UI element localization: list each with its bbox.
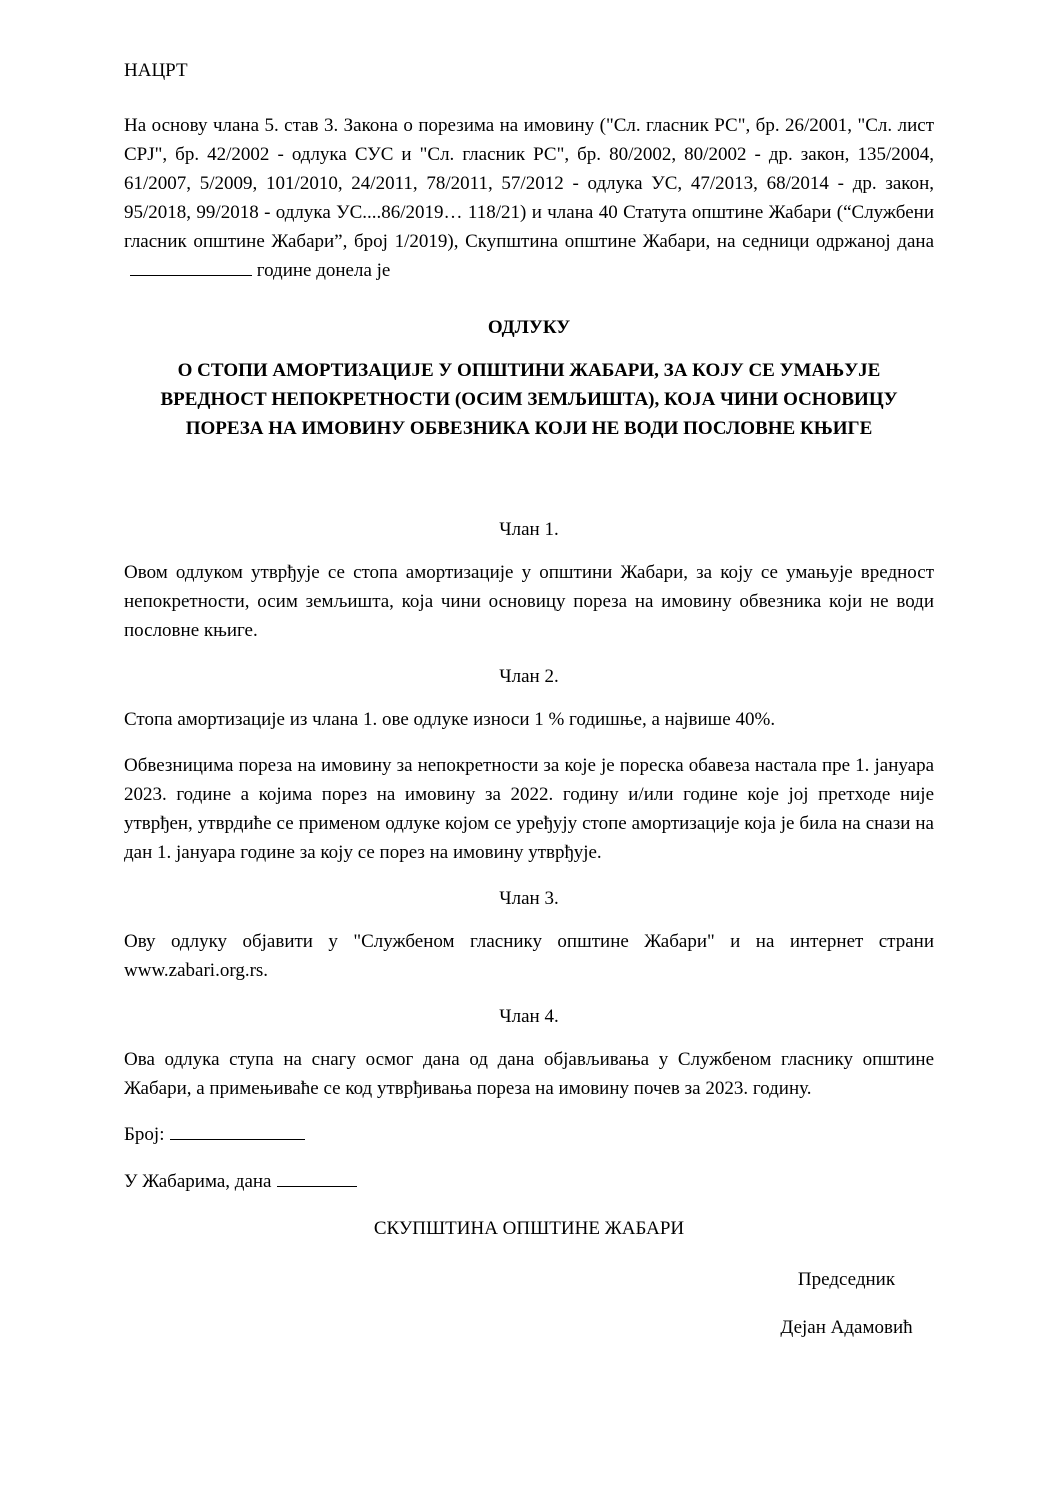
article-4-paragraph-1: Ова одлука ступа на снагу осмог дана од дана објављивања у Службеном гласнику општине Жабари, а примењиваће се код утврђивања пореза на имовину почев за 2023. годину.: [124, 1049, 934, 1099]
place-date-blank-line: [277, 1171, 357, 1187]
place-date-label: У Жабарима, дана: [124, 1171, 272, 1192]
preamble-paragraph: [124, 111, 934, 285]
session-date-blank-line: [130, 260, 252, 276]
president-title: Председник: [797, 1269, 896, 1290]
preamble-text: На основу члана 5. став 3. Закона о порезима на имовину ("Сл. гласник РС", бр. 26/2001, "Сл. лист СРЈ", бр. 42/2002 - одлука СУС и "Сл. гласник РС", бр. 80/2002, 80/2002 - др. закон, 135/2004, 61/2007, 5/2009, 101/2010, 24/2011, 78/2011, 57/2012 - одлука УС, 47/2013, 68/2014 - др. закон, 95/2018, 99/2018 - одлука УС....86/2019… 118/21) и члана 40 Статута општине Жабари (“Службени гласник општине Жабари”, број 1/2019), Скупштина општине Жабари, на седници одржаној дана: [124, 115, 934, 252]
draft-label: НАЦРТ: [124, 60, 188, 81]
article-2-paragraph-2: Обвезницима пореза на имовину за непокретности за које је пореска обавеза настала пре 1. јануара 2023. године а којима порез на имовину за 2022. годину и/или године које јој претходе није утврђен, утврдиће се применом одлуке којом се уређују стопе амортизације која је била на снази на дан 1. јануара године за коју се порез на имовину утврђује.: [124, 755, 934, 863]
preamble-tail-text: године донела је: [256, 260, 391, 281]
article-3-heading: Члан 3.: [499, 888, 559, 909]
president-name: Дејан Адамовић: [780, 1317, 913, 1338]
vertical-spacer: [124, 443, 934, 505]
article-2-heading: Члан 2.: [499, 666, 559, 687]
decision-word: ОДЛУКУ: [487, 317, 571, 338]
signature-block: [759, 1265, 934, 1342]
article-2-paragraph-1: Стопа амортизације из члана 1. ове одлуке износи 1 % годишње, а највише 40%.: [124, 709, 776, 730]
place-date-line: [124, 1167, 934, 1196]
article-4-heading: Члан 4.: [499, 1006, 559, 1027]
decision-title: О СТОПИ АМОРТИЗАЦИЈЕ У ОПШТИНИ ЖАБАРИ, ЗА КОЈУ СЕ УМАЊУЈЕ ВРЕДНОСТ НЕПОКРЕТНОСТИ (ОСИМ ЗЕМЉИШТА), КОЈА ЧИНИ ОСНОВИЦУ ПОРЕЗА НА ИМОВИНУ ОБВЕЗНИКА КОЈИ НЕ ВОДИ ПОСЛОВНЕ КЊИГЕ: [160, 360, 898, 439]
number-blank-line: [170, 1124, 305, 1140]
article-1-heading: Члан 1.: [499, 519, 559, 540]
number-line: [124, 1120, 934, 1149]
article-1-paragraph-1: Овом одлуком утврђује се стопа амортизације у општини Жабари, за коју се умањује вредност непокретности, осим земљишта, која чини основицу пореза на имовину обвезника који не води пословне књиге.: [124, 562, 934, 641]
article-3-paragraph-1: Ову одлуку објавити у "Службеном гласнику општине Жабари" и на интернет страни www.zabari.org.rs.: [124, 931, 934, 981]
number-label: Број:: [124, 1124, 165, 1145]
assembly-name: СКУПШТИНА ОПШТИНЕ ЖАБАРИ: [373, 1218, 685, 1239]
